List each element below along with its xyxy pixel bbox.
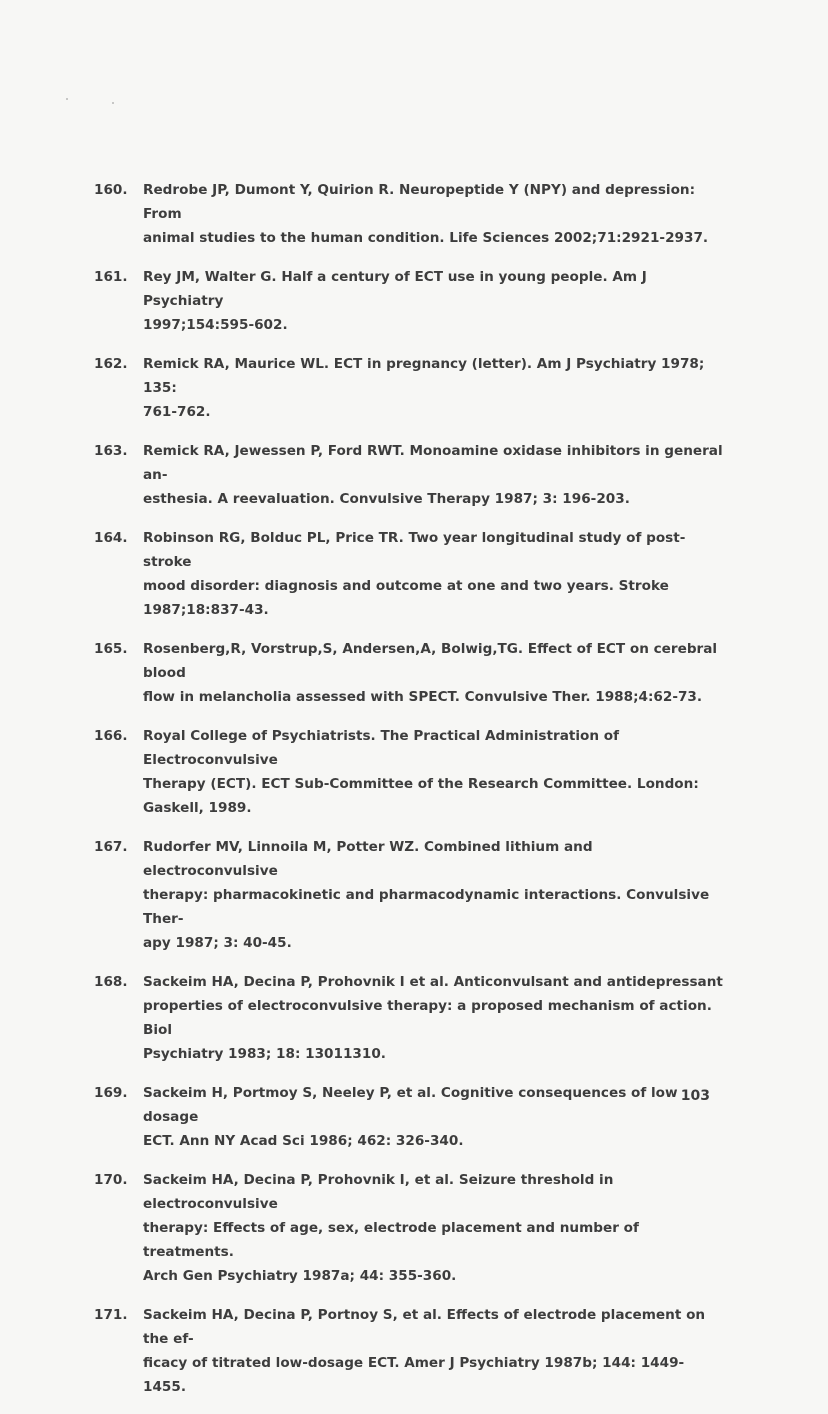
reference-number: 165. bbox=[94, 641, 128, 657]
reference-text: Rey JM, Walter G. Half a century of ECT use in young people. Am J Psychiatry 1997;154:595-602. bbox=[143, 269, 647, 333]
reference-item bbox=[94, 724, 724, 820]
scan-speck bbox=[112, 102, 114, 104]
reference-item bbox=[94, 1168, 724, 1288]
reference-number: 169. bbox=[94, 1085, 128, 1101]
reference-item bbox=[94, 637, 724, 709]
reference-number: 168. bbox=[94, 974, 128, 990]
reference-text: Robinson RG, Bolduc PL, Price TR. Two year longitudinal study of post-stroke mood disorder: diagnosis and outcome at one and two years. Stroke 1987;18:837-43. bbox=[143, 530, 686, 618]
scan-speck bbox=[66, 98, 68, 100]
reference-item bbox=[94, 439, 724, 511]
reference-text: Rudorfer MV, Linnoila M, Potter WZ. Combined lithium and electroconvulsive therapy: pharmacokinetic and pharmacodynamic interactions. Convulsive Ther- apy 1987; 3: 40-45. bbox=[143, 839, 710, 951]
page-number: 103 bbox=[680, 1088, 710, 1104]
reference-list bbox=[94, 178, 724, 1414]
reference-item bbox=[94, 1081, 724, 1153]
reference-text: Sackeim HA, Decina P, Prohovnik I et al. Anticonvulsant and antidepressant properties of electroconvulsive therapy: a proposed mechanism of action. Biol Psychiatry 1983; 18: 13011310. bbox=[143, 974, 723, 1062]
reference-item bbox=[94, 526, 724, 622]
reference-text: Redrobe JP, Dumont Y, Quirion R. Neuropeptide Y (NPY) and depression: From animal studies to the human condition. Life Sciences 2002;71:2921-2937. bbox=[143, 182, 709, 246]
reference-item bbox=[94, 178, 724, 250]
reference-number: 164. bbox=[94, 530, 128, 546]
reference-item bbox=[94, 352, 724, 424]
reference-number: 171. bbox=[94, 1307, 128, 1323]
reference-item bbox=[94, 970, 724, 1066]
reference-number: 161. bbox=[94, 269, 128, 285]
reference-number: 162. bbox=[94, 356, 128, 372]
reference-item bbox=[94, 265, 724, 337]
reference-item bbox=[94, 1303, 724, 1399]
reference-text: Remick RA, Jewessen P, Ford RWT. Monoamine oxidase inhibitors in general an- esthesia. A reevaluation. Convulsive Therapy 1987; 3: 196-203. bbox=[143, 443, 723, 507]
reference-text: Sackeim HA, Decina P, Portnoy S, et al. Effects of electrode placement on the ef- ficacy of titrated low-dosage ECT. Amer J Psychiatry 1987b; 144: 1449-1455. bbox=[143, 1307, 706, 1395]
reference-text: Sackeim HA, Decina P, Prohovnik I, et al. Seizure threshold in electroconvulsive therapy: Effects of age, sex, electrode placement and number of treatments. Arch Gen Psychiatry 1987a; 44: 355-360. bbox=[143, 1172, 639, 1284]
reference-number: 163. bbox=[94, 443, 128, 459]
reference-item bbox=[94, 835, 724, 955]
scan-specks bbox=[66, 96, 126, 106]
reference-number: 160. bbox=[94, 182, 128, 198]
reference-text: Remick RA, Maurice WL. ECT in pregnancy (letter). Am J Psychiatry 1978; 135: 761-762. bbox=[143, 356, 705, 420]
reference-number: 166. bbox=[94, 728, 128, 744]
reference-text: Royal College of Psychiatrists. The Practical Administration of Electroconvulsive Therapy (ECT). ECT Sub-Committee of the Research Committee. London: Gaskell, 1989. bbox=[143, 728, 699, 816]
reference-number: 167. bbox=[94, 839, 128, 855]
reference-text: Sackeim H, Portmoy S, Neeley P, et al. Cognitive consequences of low dosage ECT. Ann NY Acad Sci 1986; 462: 326-340. bbox=[143, 1085, 678, 1149]
reference-text: Rosenberg,R, Vorstrup,S, Andersen,A, Bolwig,TG. Effect of ECT on cerebral blood flow in melancholia assessed with SPECT. Convulsive Ther. 1988;4:62-73. bbox=[143, 641, 718, 705]
reference-number: 170. bbox=[94, 1172, 128, 1188]
